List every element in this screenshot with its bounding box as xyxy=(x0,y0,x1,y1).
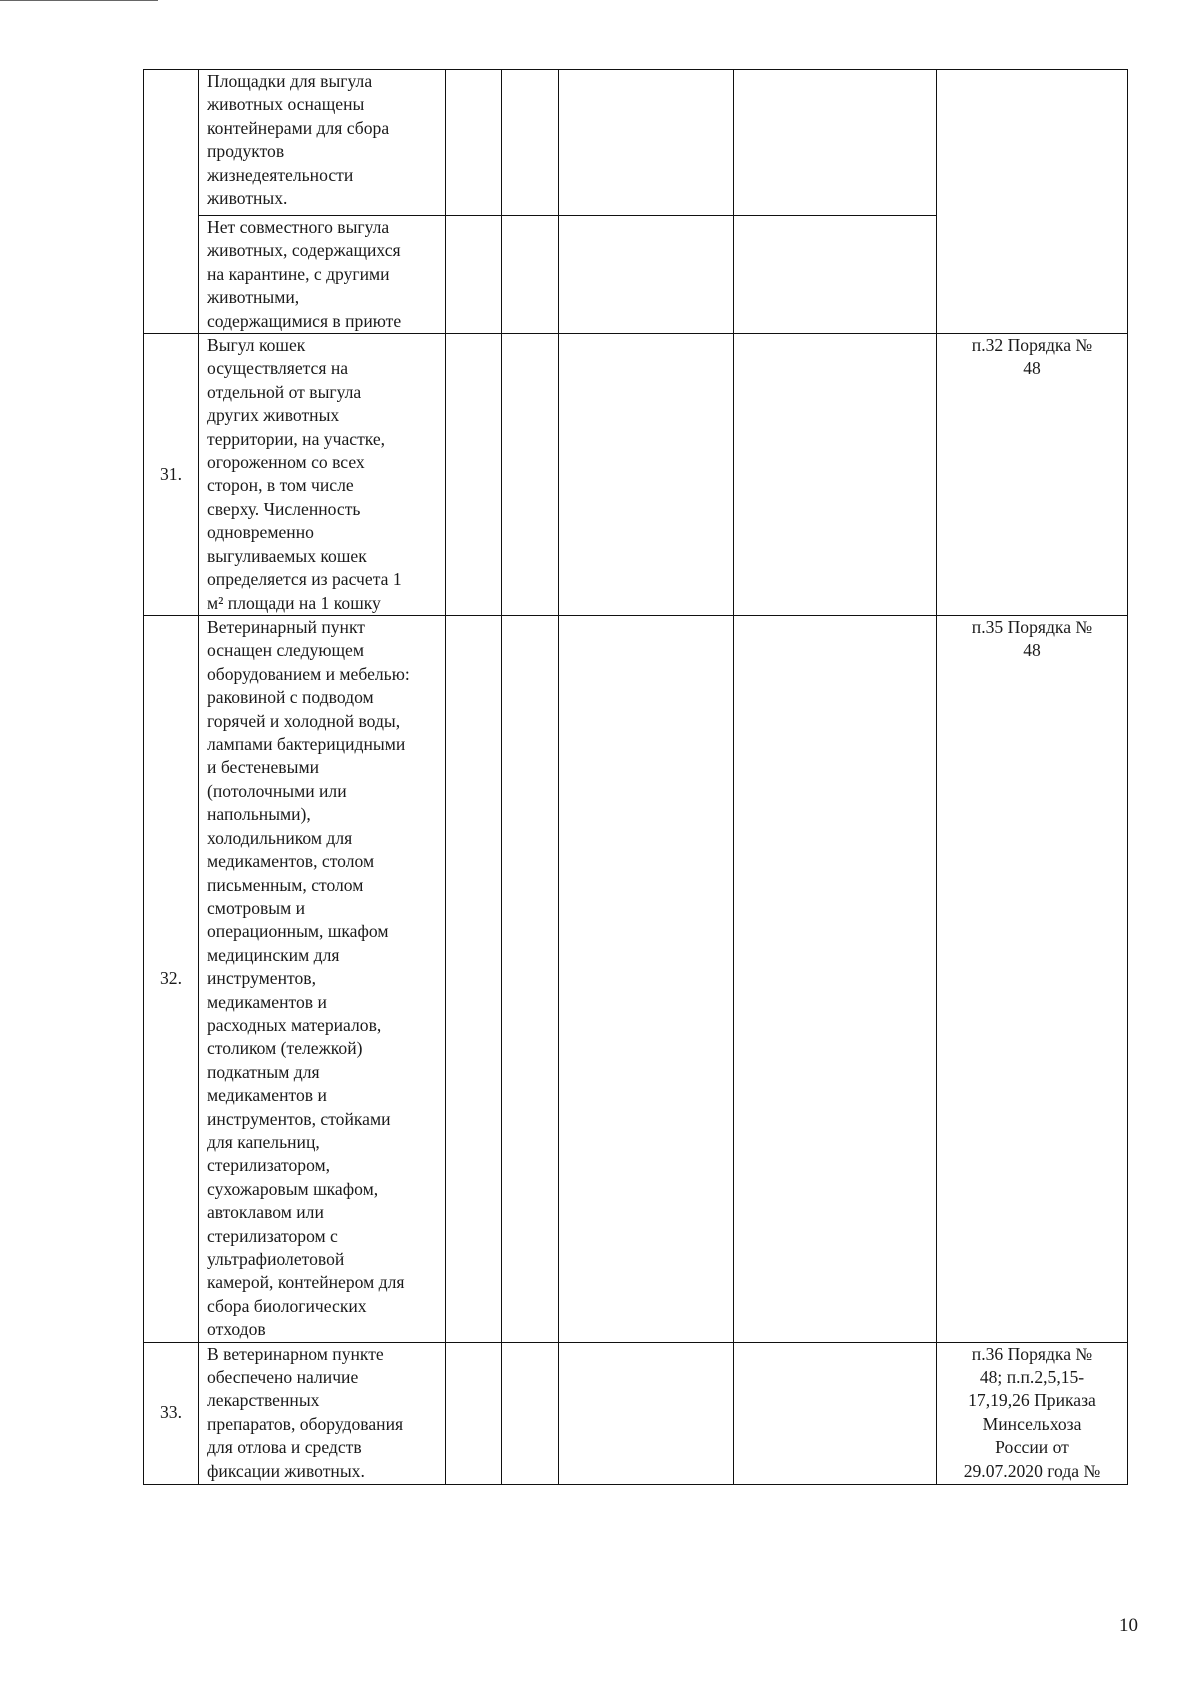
table-row xyxy=(144,1342,1128,1484)
requirement-cell: Площадки для выгула животных оснащены контейнерами для сбора продуктов жизнедеятельности животных. xyxy=(199,70,446,216)
table-row xyxy=(144,616,1128,1343)
answer-no-cell xyxy=(502,70,559,216)
not-applicable-cell xyxy=(559,1342,734,1484)
row-number: 32. xyxy=(144,616,199,1343)
requirement-cell: Выгул кошек осуществляется на отдельной от выгула других животных территории, на участке, огороженном со всех сторон, в том числе сверху. Численность одновременно выгуливаемых кошек определяется из расчета 1 м² площади на 1 кошку xyxy=(199,334,446,616)
table-row xyxy=(144,334,1128,616)
requirement-cell: В ветеринарном пункте обеспечено наличие лекарственных препаратов, оборудования для отлова и средств фиксации животных. xyxy=(199,1342,446,1484)
header-rule xyxy=(0,0,158,1)
answer-no-cell xyxy=(502,216,559,334)
note-cell xyxy=(734,334,937,616)
answer-yes-cell xyxy=(446,70,502,216)
row-number xyxy=(144,70,199,334)
note-cell xyxy=(734,1342,937,1484)
row-number: 31. xyxy=(144,334,199,616)
answer-yes-cell xyxy=(446,1342,502,1484)
note-cell xyxy=(734,70,937,216)
answer-no-cell xyxy=(502,616,559,1343)
reference-cell: п.35 Порядка № 48 xyxy=(937,616,1128,1343)
checklist-table xyxy=(143,69,1128,1485)
not-applicable-cell xyxy=(559,334,734,616)
note-cell xyxy=(734,616,937,1343)
not-applicable-cell xyxy=(559,70,734,216)
note-cell xyxy=(734,216,937,334)
answer-yes-cell xyxy=(446,216,502,334)
table-row xyxy=(144,70,1128,216)
reference-cell: п.32 Порядка № 48 xyxy=(937,334,1128,616)
page-number: 10 xyxy=(1119,1615,1138,1636)
answer-yes-cell xyxy=(446,616,502,1343)
requirement-cell: Нет совместного выгула животных, содержащихся на карантине, с другими животными, содержащимися в приюте xyxy=(199,216,446,334)
answer-no-cell xyxy=(502,334,559,616)
row-number: 33. xyxy=(144,1342,199,1484)
reference-cell: п.36 Порядка № 48; п.п.2,5,15- 17,19,26 Приказа Минсельхоза России от 29.07.2020 года № xyxy=(937,1342,1128,1484)
not-applicable-cell xyxy=(559,616,734,1343)
requirement-cell: Ветеринарный пункт оснащен следующем оборудованием и мебелью: раковиной с подводом горячей и холодной воды, лампами бактерицидными и бестеневыми (потолочными или напольными), холодильником для медикаментов, столом письменным, столом смотровым и операционным, шкафом медицинским для инструментов, медикаментов и расходных материалов, столиком (тележкой) подкатным для медикаментов и инструментов, стойками для капельниц, стерилизатором, сухожаровым шкафом, автоклавом или стерилизатором с ультрафиолетовой камерой, контейнером для сбора биологических отходов xyxy=(199,616,446,1343)
answer-yes-cell xyxy=(446,334,502,616)
reference-cell xyxy=(937,70,1128,334)
answer-no-cell xyxy=(502,1342,559,1484)
not-applicable-cell xyxy=(559,216,734,334)
